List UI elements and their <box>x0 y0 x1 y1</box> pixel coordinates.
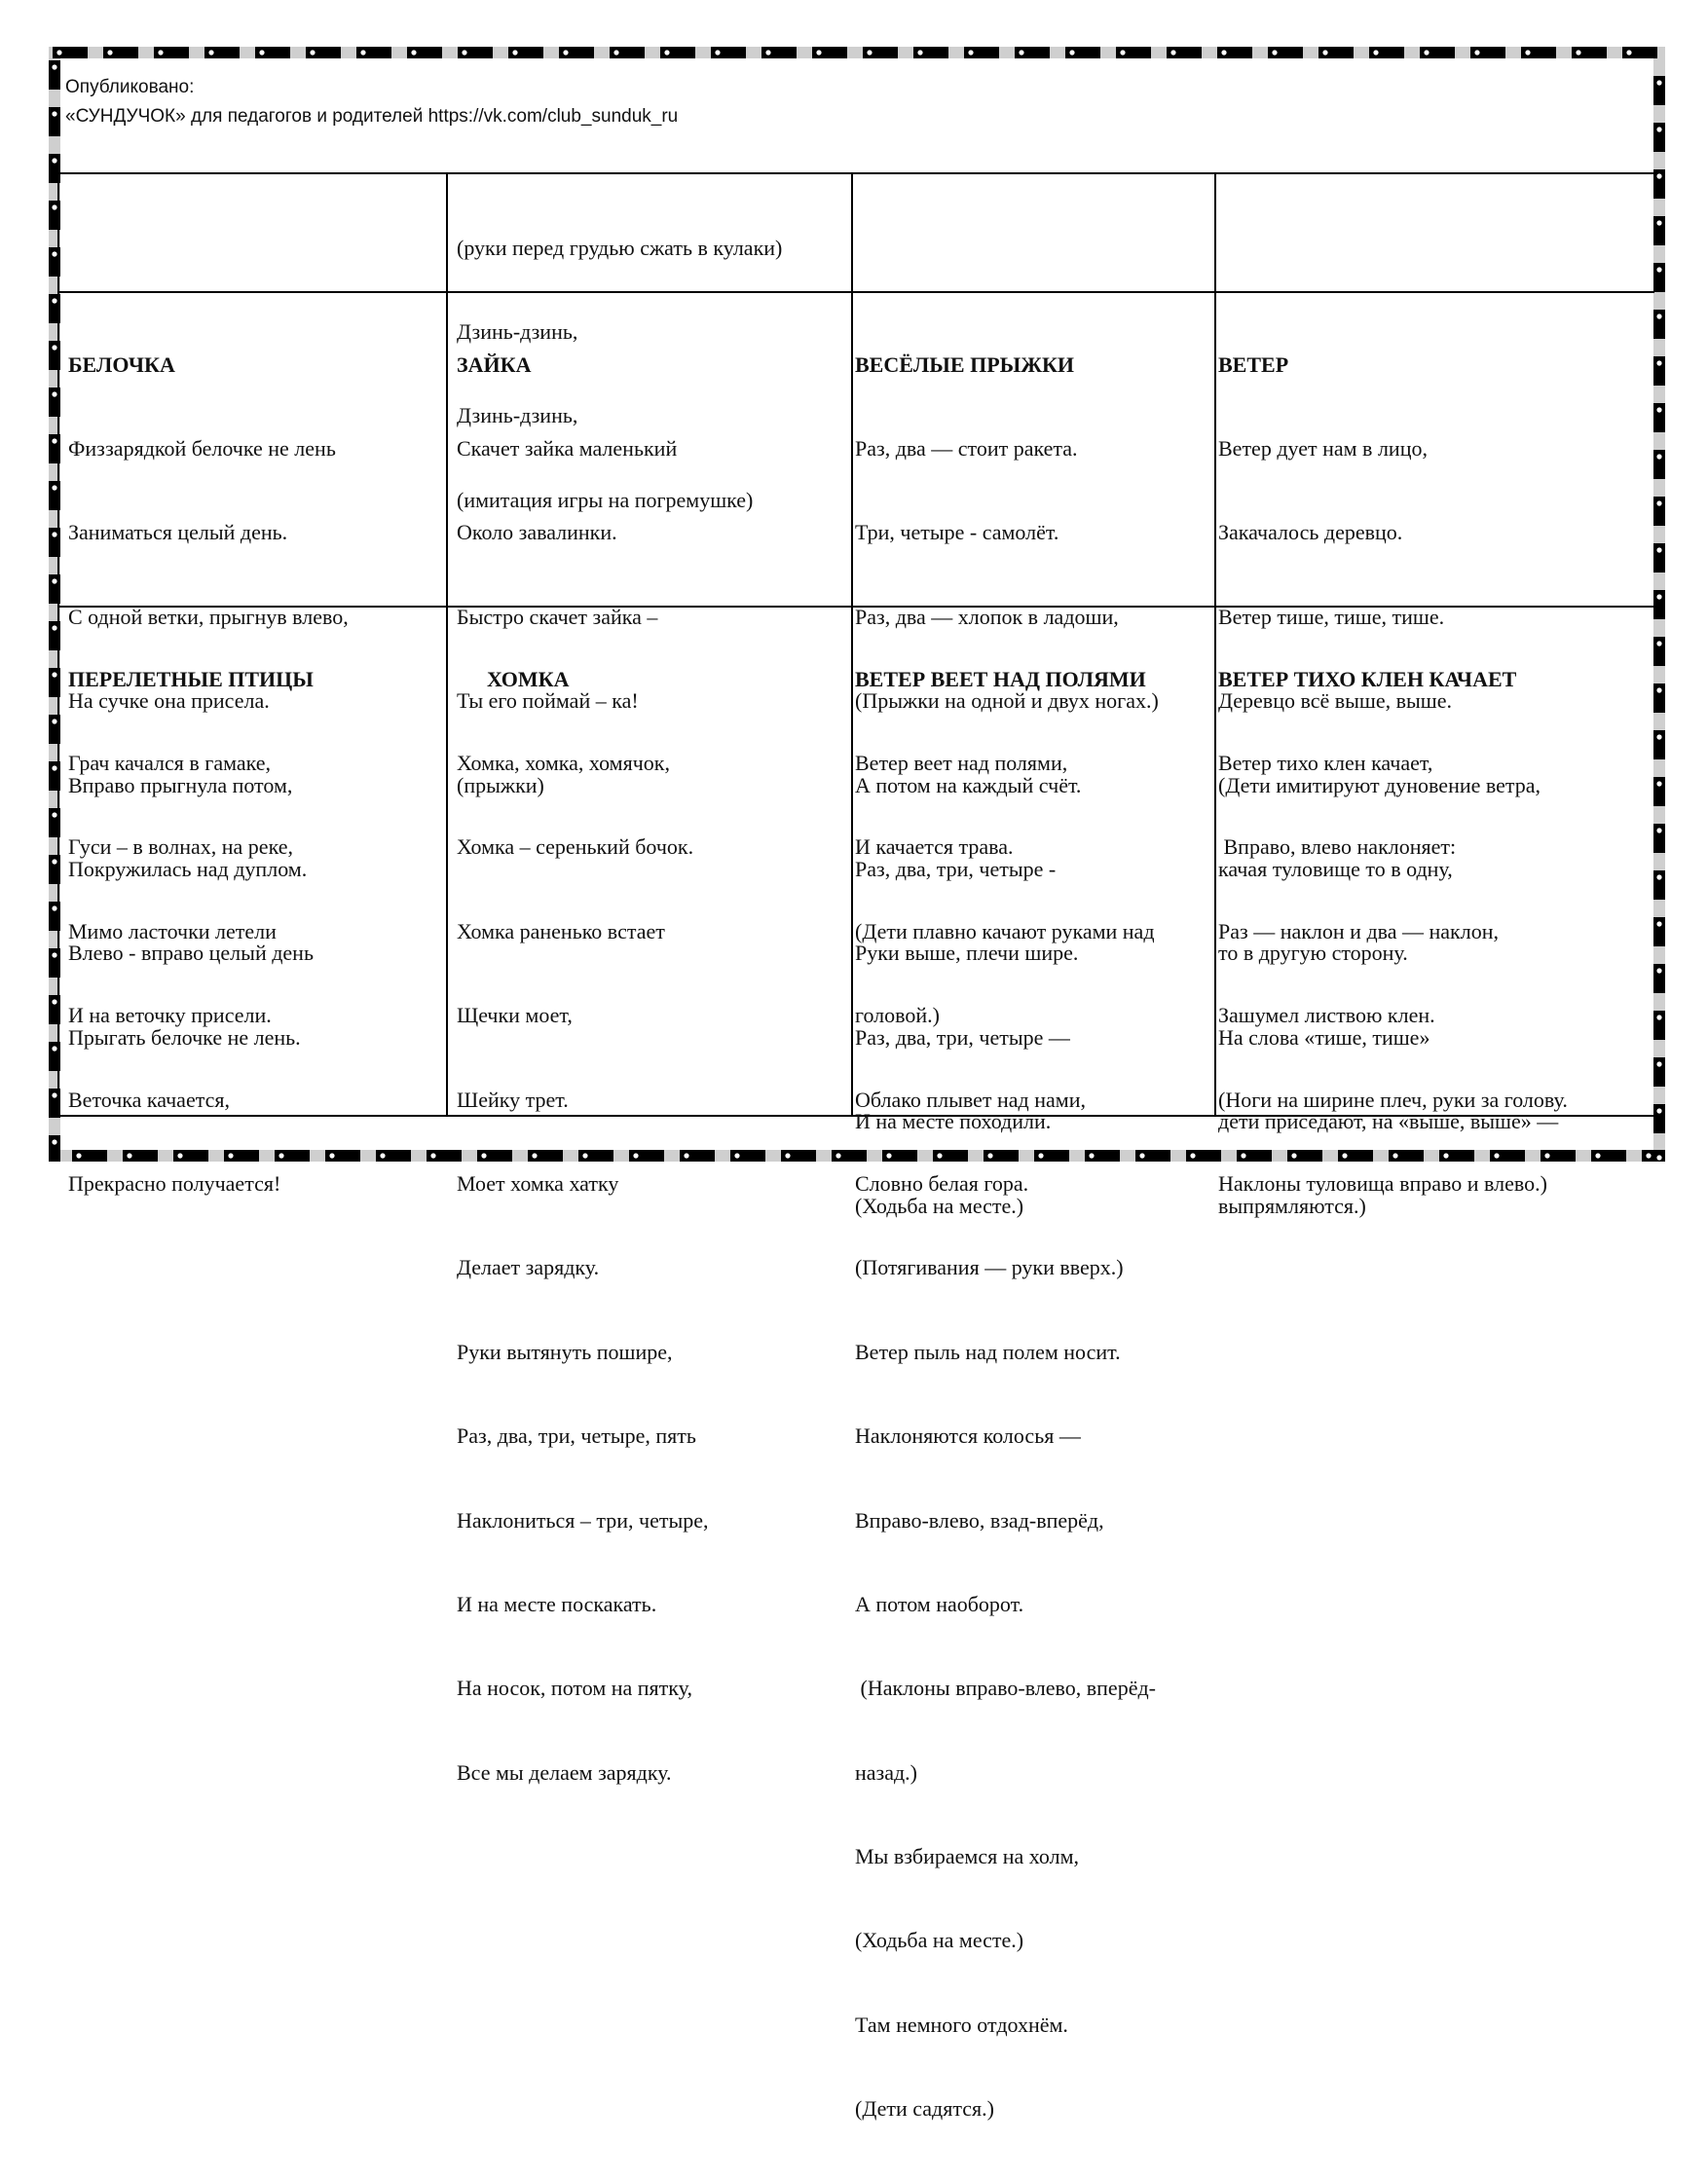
poem-title: ВЕТЕР ТИХО КЛЕН КАЧАЕТ <box>1218 666 1517 691</box>
text-line: качая туловище то в одну, <box>1218 856 1453 881</box>
text-line: Руки вытянуть пошире, <box>457 1339 673 1364</box>
border-dot <box>310 50 315 55</box>
text-line: (Дети плавно качают руками над <box>855 918 1155 943</box>
text-line: Вправо прыгнула потом, <box>68 772 293 797</box>
border-dot <box>1656 781 1661 786</box>
poem-title: ВЕСЁЛЫЕ ПРЫЖКИ <box>855 351 1075 377</box>
text-line: А потом наоборот. <box>855 1591 1024 1616</box>
border-dot <box>1656 547 1661 552</box>
border-dot <box>563 50 568 55</box>
text-line: дети приседают, на «выше, выше» — <box>1218 1109 1559 1134</box>
text-line: (Ноги на ширине плеч, руки за голову. <box>1218 1087 1568 1112</box>
border-dot <box>52 158 56 163</box>
border-dot <box>1656 360 1661 365</box>
text-line: Мы взбираемся на холм, <box>855 1844 1080 1869</box>
border-dot <box>1656 407 1661 412</box>
border-dot <box>1474 50 1479 55</box>
text-line: Вправо, влево наклоняет: <box>1218 834 1457 860</box>
border-dot <box>1656 1061 1661 1066</box>
text-line: На носок, потом на пятку, <box>457 1676 692 1701</box>
cell-veter-tikho <box>1216 610 1625 1254</box>
text-line: И на месте походили. <box>855 1109 1052 1134</box>
text-line: Три, четыре - самолёт. <box>855 520 1059 545</box>
border-dot <box>52 765 56 770</box>
border-dot <box>52 204 56 209</box>
text-line: Влево - вправо целый день <box>68 941 314 966</box>
text-line: Словно белая гора. <box>855 1170 1029 1196</box>
border-dot <box>1221 50 1226 55</box>
text-line: Ветер тише, тише, тише. <box>1218 604 1445 629</box>
border-dot <box>208 50 213 55</box>
text-line: Ветер дует нам в лицо, <box>1218 435 1428 461</box>
text-line: Ты его поймай – ка! <box>457 688 639 714</box>
text-line: Хомка, хомка, хомячок, <box>457 750 670 775</box>
text-line: И на месте поскакать. <box>457 1591 657 1616</box>
text-line: Раз, два, три, четыре, пять <box>457 1423 696 1449</box>
border-dot <box>1656 1108 1661 1113</box>
poem-title: ЗАЙКА <box>457 351 532 377</box>
border-dot <box>52 438 56 443</box>
border-dot <box>1656 641 1661 646</box>
text-line: Вправо-влево, взад-вперёд, <box>855 1507 1104 1533</box>
text-line: Все мы делаем зарядку. <box>457 1759 672 1785</box>
text-line: Щечки моет, <box>457 1003 573 1028</box>
border-dot <box>52 905 56 910</box>
text-line: (руки перед грудью сжать в кулаки) <box>457 235 783 260</box>
text-line: На сучке она присела. <box>68 688 270 714</box>
border-dot <box>1656 454 1661 459</box>
cell-veter-veet <box>853 610 1214 2180</box>
text-line: (Дети имитируют дуновение ветра, <box>1218 772 1541 797</box>
border-dot <box>1656 1155 1661 1160</box>
border-dot <box>52 1139 56 1144</box>
border-dot <box>1272 50 1277 55</box>
border-dot <box>52 812 56 817</box>
exercise-table <box>57 172 1654 2122</box>
border-dot <box>1646 1153 1651 1158</box>
border-dot <box>52 999 56 1004</box>
border-dot <box>1019 50 1023 55</box>
text-line: Зашумел листвою клен. <box>1218 1003 1435 1028</box>
border-dot <box>259 50 264 55</box>
border-dot <box>917 50 922 55</box>
text-line: Шейку трет. <box>457 1087 569 1112</box>
border-dot <box>462 50 466 55</box>
text-line: Дзинь-дзинь, <box>457 318 578 344</box>
border-dot <box>1373 50 1378 55</box>
publisher-line: «СУНДУЧОК» для педагогов и родителей https://vk.com/club_sunduk_ru <box>65 106 679 127</box>
border-dot <box>1656 267 1661 272</box>
text-line: Физзарядкой белочке не лень <box>68 435 336 461</box>
text-line: Раз, два, три, четыре — <box>855 1024 1070 1050</box>
text-line: (Ходьба на месте.) <box>855 1928 1024 1953</box>
text-line: (Дети садятся.) <box>855 2096 994 2122</box>
border-dot <box>52 64 56 69</box>
border-dot <box>1656 80 1661 85</box>
border-dot <box>512 50 517 55</box>
border-dot <box>765 50 770 55</box>
border-dot <box>52 485 56 490</box>
grid-line <box>57 291 1654 293</box>
poem-title: ВЕТЕР ВЕЕТ НАД ПОЛЯМИ <box>855 666 1146 691</box>
text-line: (Ходьба на месте.) <box>855 1193 1024 1218</box>
text-line: Деревцо всё выше, выше. <box>1218 688 1453 714</box>
text-line: Быстро скачет зайка – <box>457 604 658 629</box>
border-dot <box>1626 50 1631 55</box>
border-dot <box>411 50 416 55</box>
text-line: Прекрасно получается! <box>68 1170 281 1196</box>
text-line: (Прыжки на одной и двух ногах.) <box>855 688 1159 714</box>
text-line: Дзинь-дзинь, <box>457 403 578 428</box>
border-dot <box>52 1046 56 1051</box>
text-line: Прыгать белочке не лень. <box>68 1024 301 1050</box>
text-line: (Наклоны вправо-влево, вперёд- <box>855 1676 1156 1701</box>
border-dot <box>1656 500 1661 505</box>
poem-title: ХОМКА <box>487 666 570 691</box>
text-line: Облако плывет над нами, <box>855 1087 1086 1112</box>
text-line: Хомка раненько встает <box>457 918 665 943</box>
border-dot <box>1576 50 1580 55</box>
border-dot <box>816 50 821 55</box>
text-line: Ветер пыль над полем носит. <box>855 1339 1121 1364</box>
border-dot <box>52 625 56 630</box>
text-line: Покружилась над дуплом. <box>68 856 308 881</box>
text-line: И на веточку присели. <box>68 1003 272 1028</box>
border-dot <box>1170 50 1175 55</box>
border-dot <box>107 50 112 55</box>
text-line: (Потягивания — руки вверх.) <box>855 1255 1124 1280</box>
text-line: (имитация игры на погремушке) <box>457 487 754 512</box>
text-line: Делает зарядку. <box>457 1255 600 1280</box>
cell-pereletnye-ptitsy <box>59 610 446 1254</box>
published-label: Опубликовано: <box>65 77 195 97</box>
text-line: Наклоняются колосья — <box>855 1423 1081 1449</box>
text-line: Ветер тихо клен качает, <box>1218 750 1433 775</box>
border-dot <box>52 719 56 723</box>
text-line: выпрямляются.) <box>1218 1193 1366 1218</box>
border-dot <box>1322 50 1327 55</box>
text-line: Хомка – серенький бочок. <box>457 834 694 860</box>
border-dot <box>1120 50 1125 55</box>
border-dot <box>1656 173 1661 178</box>
border-dot <box>1656 874 1661 879</box>
border-dot <box>664 50 669 55</box>
border-dot <box>52 1092 56 1097</box>
text-line: Закачалось деревцо. <box>1218 520 1403 545</box>
poem-title: ВЕТЕР <box>1218 351 1289 377</box>
border-dot <box>1656 828 1661 832</box>
text-line: А потом на каждый счёт. <box>855 772 1082 797</box>
text-line: то в другую сторону. <box>1218 941 1408 966</box>
text-line: Руки выше, плечи шире. <box>855 941 1079 966</box>
border-dot <box>613 50 618 55</box>
text-line: Грач качался в гамаке, <box>68 750 272 775</box>
border-dot <box>52 345 56 350</box>
text-line: Ветер веет над полями, <box>855 750 1068 775</box>
cell-khomka <box>448 610 851 1843</box>
border-dot <box>1656 1015 1661 1019</box>
border-dot <box>1424 50 1429 55</box>
poem-title: БЕЛОЧКА <box>68 351 175 377</box>
text-line: (прыжки) <box>457 772 544 797</box>
border-dot <box>1656 220 1661 225</box>
border-dot <box>52 251 56 256</box>
poem-title: ПЕРЕЛЕТНЫЕ ПТИЦЫ <box>68 666 314 691</box>
border-dot <box>968 50 973 55</box>
border-dot <box>1656 921 1661 926</box>
border-dot <box>1656 594 1661 599</box>
text-line: Около завалинки. <box>457 520 617 545</box>
text-line: Веточка качается, <box>68 1087 230 1112</box>
text-line: Там немного отдохнём. <box>855 2012 1068 2037</box>
publication-header <box>65 73 1136 131</box>
text-line: Моет хомка хатку <box>457 1170 619 1196</box>
text-line: Скачет зайка маленький <box>457 435 678 461</box>
text-line: Раз, два — хлопок в ладоши, <box>855 604 1119 629</box>
text-line: назад.) <box>855 1759 918 1785</box>
border-dot <box>1069 50 1074 55</box>
text-line: Наклоны туловища вправо и влево.) <box>1218 1170 1547 1196</box>
text-line: Раз — наклон и два — наклон, <box>1218 918 1499 943</box>
border-dot <box>1525 50 1530 55</box>
text-line: И качается трава. <box>855 834 1014 860</box>
text-line: Гуси – в волнах, на реке, <box>68 834 293 860</box>
border-dot <box>360 50 365 55</box>
text-line: Мимо ласточки летели <box>68 918 277 943</box>
border-dot <box>52 952 56 957</box>
border-dot <box>52 859 56 864</box>
text-line: головой.) <box>855 1003 941 1028</box>
text-line: Раз, два — стоит ракета. <box>855 435 1078 461</box>
border-dot <box>56 50 61 55</box>
border-dot <box>715 50 720 55</box>
text-line: С одной ветки, прыгнув влево, <box>68 604 349 629</box>
text-line: Наклониться – три, четыре, <box>457 1507 709 1533</box>
border-dot <box>1656 314 1661 318</box>
border-dot <box>52 298 56 303</box>
border-dot <box>158 50 163 55</box>
border-dot <box>52 672 56 677</box>
border-dot <box>1656 127 1661 131</box>
text-line: Заниматься целый день. <box>68 520 288 545</box>
text-line: Раз, два, три, четыре - <box>855 856 1057 881</box>
border-dot <box>52 391 56 396</box>
border-dot <box>1656 734 1661 739</box>
border-dot <box>52 111 56 116</box>
border-dot <box>52 532 56 536</box>
border-dot <box>52 578 56 583</box>
text-line: На слова «тише, тише» <box>1218 1024 1430 1050</box>
border-dot <box>1656 687 1661 692</box>
border-dot <box>1656 968 1661 973</box>
border-dot <box>867 50 872 55</box>
